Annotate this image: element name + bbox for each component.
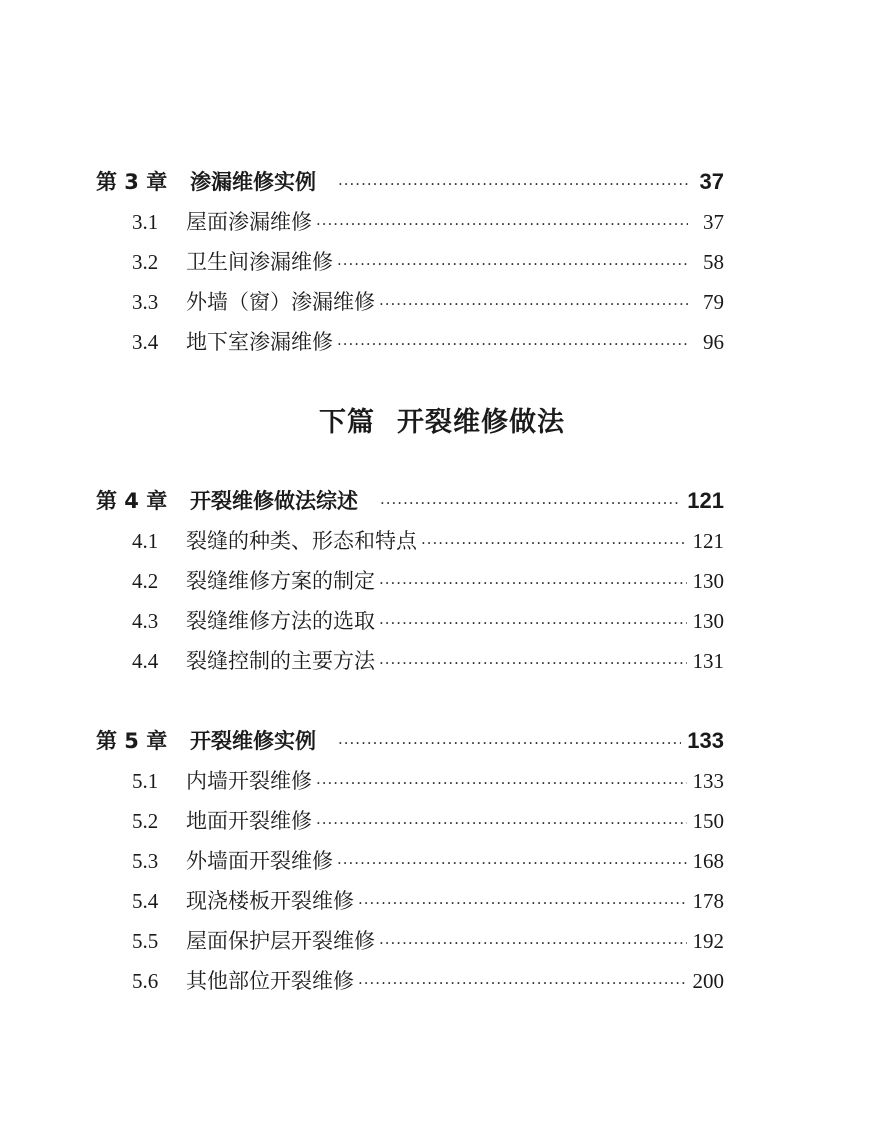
- chapter-label: 第 5 章: [96, 729, 168, 753]
- page-number: 96: [703, 330, 724, 354]
- dot-leader: [338, 723, 681, 763]
- chapter-title: 开裂维修实例: [190, 729, 316, 753]
- part-title: 开裂维修做法: [397, 407, 565, 438]
- part-heading: [0, 400, 884, 439]
- part-label: 下篇: [319, 407, 375, 438]
- page-number: 130: [692, 609, 724, 633]
- dot-leader: [316, 803, 687, 843]
- section-title: 其他部位开裂维修: [186, 969, 354, 993]
- section-number: 5.2: [132, 809, 159, 833]
- dot-leader: [358, 883, 687, 923]
- section-title: 屋面保护层开裂维修: [186, 929, 375, 953]
- section-row[interactable]: [96, 881, 724, 921]
- dot-leader: [379, 643, 687, 683]
- page-number: 37: [699, 169, 724, 194]
- dot-leader: [337, 324, 688, 364]
- section-row[interactable]: [96, 801, 724, 841]
- section-number: 5.4: [132, 889, 159, 913]
- dot-leader: [379, 563, 687, 603]
- dot-leader: [316, 763, 687, 803]
- section-number: 3.3: [132, 290, 159, 314]
- page-number: 121: [692, 529, 724, 553]
- section-title: 屋面渗漏维修: [186, 210, 312, 234]
- section-title: 内墙开裂维修: [186, 769, 312, 793]
- dot-leader: [337, 244, 688, 284]
- page-number: 37: [703, 210, 724, 234]
- section-row[interactable]: [96, 322, 724, 362]
- section-row[interactable]: [96, 761, 724, 801]
- page-number: 133: [687, 728, 724, 753]
- section-row[interactable]: [96, 961, 724, 1001]
- section-title: 裂缝维修方案的制定: [186, 569, 375, 593]
- section-row[interactable]: [96, 282, 724, 322]
- section-title: 外墙（窗）渗漏维修: [186, 290, 375, 314]
- page-number: 133: [692, 769, 724, 793]
- section-title: 地下室渗漏维修: [186, 330, 333, 354]
- page-number: 168: [692, 849, 724, 873]
- dot-leader: [337, 843, 687, 883]
- section-row[interactable]: [96, 841, 724, 881]
- section-number: 3.1: [132, 210, 159, 234]
- chapter-row[interactable]: [96, 162, 724, 202]
- section-row[interactable]: [96, 921, 724, 961]
- section-number: 4.1: [132, 529, 159, 553]
- page-number: 200: [692, 969, 724, 993]
- page-number: 192: [692, 929, 724, 953]
- page-number: 150: [692, 809, 724, 833]
- toc-chapter-3: [96, 162, 724, 362]
- chapter-label: 第 3 章: [96, 170, 168, 194]
- chapter-row[interactable]: [96, 721, 724, 761]
- section-row[interactable]: [96, 641, 724, 681]
- dot-leader: [358, 963, 687, 1003]
- dot-leader: [338, 164, 688, 204]
- section-row[interactable]: [96, 601, 724, 641]
- spacer: [96, 681, 724, 721]
- dot-leader: [379, 603, 687, 643]
- section-title: 裂缝控制的主要方法: [186, 649, 375, 673]
- toc-chapters-4-5: [96, 481, 724, 1001]
- section-number: 4.2: [132, 569, 159, 593]
- section-title: 外墙面开裂维修: [186, 849, 333, 873]
- section-number: 4.4: [132, 649, 159, 673]
- page-number: 121: [687, 488, 724, 513]
- section-title: 卫生间渗漏维修: [186, 250, 333, 274]
- section-row[interactable]: [96, 521, 724, 561]
- section-number: 3.2: [132, 250, 159, 274]
- chapter-title: 开裂维修做法综述: [190, 489, 358, 513]
- section-title: 地面开裂维修: [186, 809, 312, 833]
- section-row[interactable]: [96, 242, 724, 282]
- page-number: 178: [692, 889, 724, 913]
- section-title: 裂缝维修方法的选取: [186, 609, 375, 633]
- section-title: 裂缝的种类、形态和特点: [186, 529, 417, 553]
- page-number: 79: [703, 290, 724, 314]
- section-number: 4.3: [132, 609, 159, 633]
- section-number: 5.5: [132, 929, 159, 953]
- page-number: 131: [692, 649, 724, 673]
- page-number: 130: [692, 569, 724, 593]
- page-number: 58: [703, 250, 724, 274]
- chapter-label: 第 4 章: [96, 489, 168, 513]
- chapter-title: 渗漏维修实例: [190, 170, 316, 194]
- dot-leader: [379, 923, 687, 963]
- dot-leader: [421, 523, 687, 563]
- dot-leader: [380, 483, 681, 523]
- section-number: 5.3: [132, 849, 159, 873]
- section-number: 5.1: [132, 769, 159, 793]
- chapter-row[interactable]: [96, 481, 724, 521]
- section-row[interactable]: [96, 561, 724, 601]
- section-title: 现浇楼板开裂维修: [186, 889, 354, 913]
- section-number: 5.6: [132, 969, 159, 993]
- dot-leader: [379, 284, 688, 324]
- section-number: 3.4: [132, 330, 159, 354]
- dot-leader: [316, 204, 688, 244]
- section-row[interactable]: [96, 202, 724, 242]
